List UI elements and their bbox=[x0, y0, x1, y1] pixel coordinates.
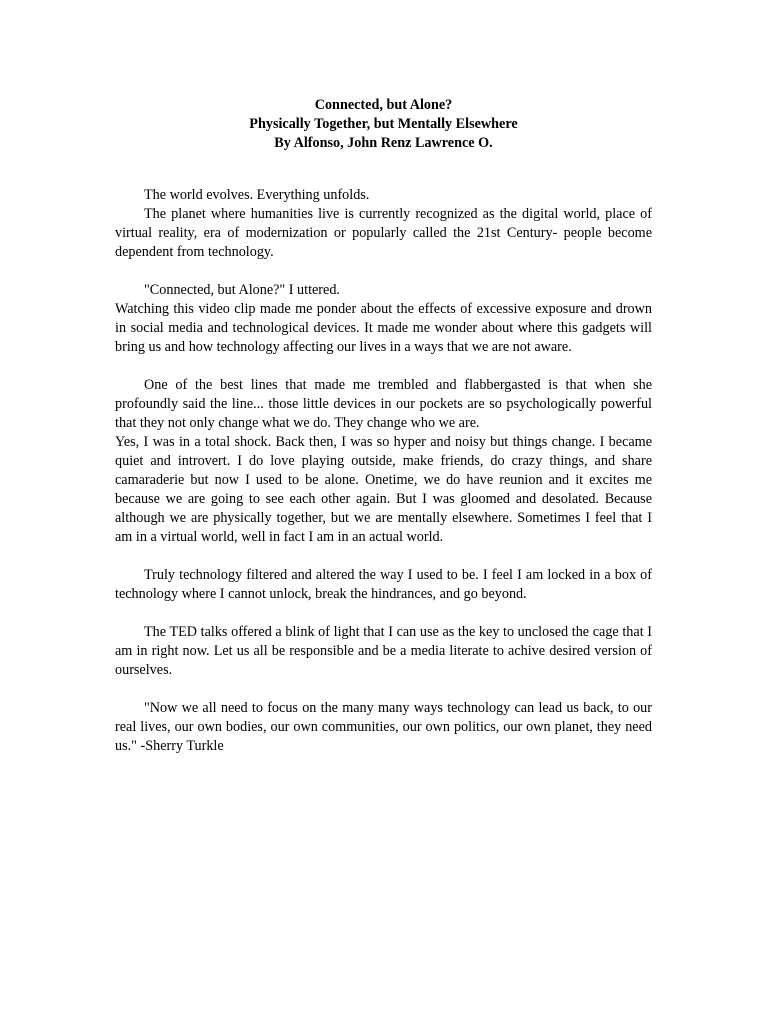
paragraph-8: The TED talks offered a blink of light that I can use as the key to unclosed the cage that I am in right now. Let us all be responsible and be a media literate to achive desired version of ourselves. bbox=[115, 624, 652, 678]
document-subtitle: Physically Together, but Mentally Elsewhere bbox=[249, 116, 518, 132]
paragraph-spacer bbox=[115, 357, 652, 376]
paragraph-4: Watching this video clip made me ponder about the effects of excessive exposure and drown in social media and technological devices. It made me wonder about where this gadgets will bring us and how technology affecting our lives in a ways that we are not aware. bbox=[115, 301, 652, 355]
paragraph-7: Truly technology filtered and altered the way I used to be. I feel I am locked in a box of technology where I cannot unlock, break the hindrances, and go beyond. bbox=[115, 567, 652, 602]
paragraph-spacer bbox=[115, 680, 652, 699]
paragraph-spacer bbox=[115, 547, 652, 566]
paragraph-6: Yes, I was in a total shock. Back then, I was so hyper and noisy but things change. I became quiet and introvert. I do love playing outside, make friends, do crazy things, and share camaraderie but now I used to be alone. Onetime, we do have reunion and it excites me because we are going to see each other again. But I was gloomed and desolated. Because although we are physically together, but we are mentally elsewhere. Sometimes I feel that I am in a virtual world, well in fact I am in an actual world. bbox=[115, 434, 652, 545]
paragraph-spacer bbox=[115, 262, 652, 281]
title-block bbox=[115, 96, 652, 153]
paragraph-1: The world evolves. Everything unfolds. bbox=[144, 187, 370, 203]
paragraph-2: The planet where humanities live is currently recognized as the digital world, place of virtual reality, era of modernization or popularly called the 21st Century- people become dependent from technology. bbox=[115, 206, 652, 260]
closing-quote: "Now we all need to focus on the many many ways technology can lead us back, to our real lives, our own bodies, our own communities, our own politics, our own planet, they need us." -Sherry Turkle bbox=[115, 700, 652, 754]
paragraph-5: One of the best lines that made me trembled and flabbergasted is that when she profoundly said the line... those little devices in our pockets are so psychologically powerful that they not only change what we do. They change who we are. bbox=[115, 377, 652, 431]
document-page bbox=[115, 96, 652, 756]
document-title: Connected, but Alone? bbox=[314, 97, 453, 113]
document-byline: By Alfonso, John Renz Lawrence O. bbox=[274, 135, 493, 151]
paragraph-spacer bbox=[115, 604, 652, 623]
paragraph-3: "Connected, but Alone?" I uttered. bbox=[144, 282, 340, 298]
